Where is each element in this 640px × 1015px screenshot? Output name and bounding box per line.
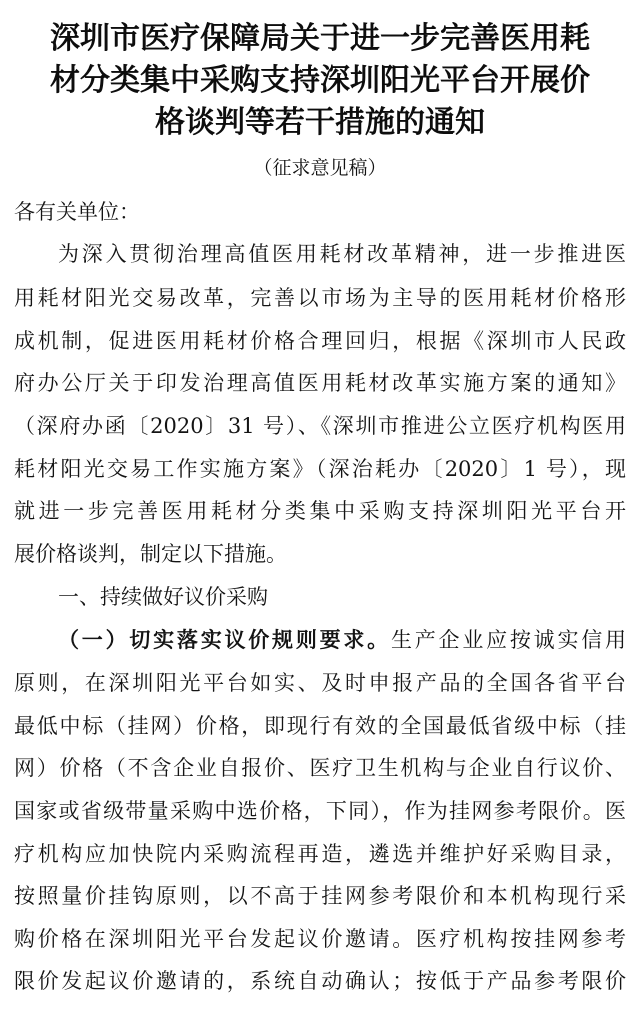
clause-1-line-6: 疗机构应加快院内采购流程再造，遴选并维护好采购目录， [14, 842, 626, 866]
section-1-heading: 一、持续做好议价采购 [58, 585, 268, 609]
clause-1-line-1 [58, 626, 626, 654]
clause-1-line-3: 最低中标（挂网）价格，即现行有效的全国最低省级中标（挂 [14, 714, 626, 738]
document-subtitle: （征求意见稿） [253, 157, 387, 179]
clause-1-line-5: 国家或省级带量采购中选价格，下同），作为挂网参考限价。医 [14, 799, 626, 823]
clause-1-line-2: 原则，在深圳阳光平台如实、及时申报产品的全国各省平台 [14, 671, 626, 695]
document-title-line-3: 格谈判等若干措施的通知 [155, 105, 485, 140]
clause-1-line-9: 限价发起议价邀请的，系统自动确认；按低于产品参考限价 [14, 969, 626, 993]
intro-line-5: （深府办函〔2020〕31 号）、《深圳市推进公立医疗机构医用 [14, 414, 626, 438]
clause-1-line-7: 按照量价挂钩原则，以不高于挂网参考限价和本机构现行采 [14, 884, 626, 908]
intro-line-7: 就进一步完善医用耗材分类集中采购支持深圳阳光平台开 [14, 499, 626, 523]
intro-line-4: 府办公厅关于印发治理高值医用耗材改革实施方案的通知》 [14, 371, 626, 395]
intro-line-2: 用耗材阳光交易改革，完善以市场为主导的医用耗材价格形 [14, 286, 626, 310]
intro-line-8: 展价格谈判，制定以下措施。 [14, 542, 287, 566]
document-title-line-1: 深圳市医疗保障局关于进一步完善医用耗 [50, 21, 590, 56]
salutation: 各有关单位： [14, 200, 140, 224]
intro-line-6: 耗材阳光交易工作实施方案》（深治耗办〔2020〕1 号），现 [14, 457, 626, 481]
clause-1-line-8: 购价格在深圳阳光平台发起议价邀请。医疗机构按挂网参考 [14, 927, 626, 951]
clause-1-line-4: 网）价格（不含企业自报价、医疗卫生机构与企业自行议价、 [14, 756, 626, 780]
intro-line-1: 为深入贯彻治理高值医用耗材改革精神，进一步推进医 [58, 242, 626, 266]
intro-line-3: 成机制，促进医用耗材价格合理回归，根据《深圳市人民政 [14, 329, 626, 353]
clause-1-title: （一）切实落实议价规则要求。 [58, 627, 391, 652]
clause-1-first-text: 生产企业应按诚实信用 [390, 628, 627, 652]
document-title-line-2: 材分类集中采购支持深圳阳光平台开展价 [50, 63, 590, 98]
